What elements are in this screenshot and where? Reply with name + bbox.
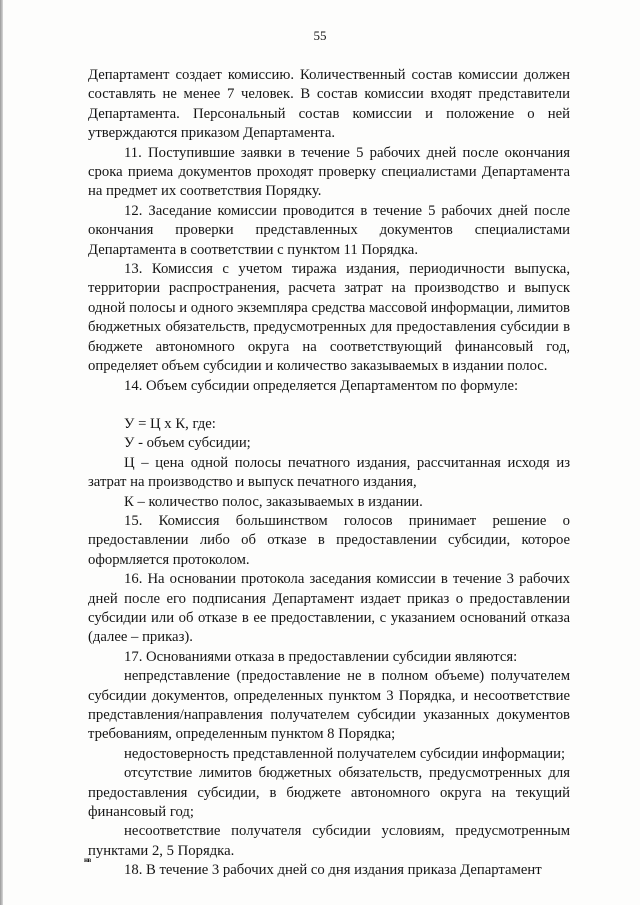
page-number: 55	[313, 28, 327, 43]
refusal-reason-3: отсутствие лимитов бюджетных обязательств, предусмотренных для предоставления субсидии, в бюджете автономного округа на текущий финансовый год;	[88, 765, 570, 821]
formula-definition-c: Ц – цена одной полосы печатного издания, рассчитанная исходя из затрат на производство и выпуск печатного издания,	[88, 454, 570, 491]
paragraph-16: 16. На основании протокола заседания комиссии в течение 3 рабочих дней после его подписания Департамент издает приказ о предоставлении субсидии или об отказе в ее предоставлении, с указанием оснований отказа (далее – приказ).	[88, 571, 570, 646]
paragraph-12: 12. Заседание комиссии проводится в течение 5 рабочих дней после окончания проверки представленных документов специалистами Департамента в соответствии с пунктом 11 Порядка.	[88, 202, 570, 258]
formula-line: У = Ц х К, где:	[124, 415, 216, 432]
paragraph-15: 15. Комиссия большинством голосов принимает решение о предоставлении либо об отказе в предоставлении субсидии, которое оформляется протоколом.	[88, 512, 570, 568]
document-body	[88, 66, 570, 881]
paragraph-18: 18. В течение 3 рабочих дней со дня издания приказа Департамент	[124, 862, 542, 879]
paragraph-commission: Департамент создает комиссию. Количественный состав комиссии должен составлять не менее 7 человек. В состав комиссии входят представители Департамента. Персональный состав комиссии и положение о ней утверждаются приказом Департамента.	[88, 67, 570, 142]
paragraph-14: 14. Объем субсидии определяется Департаментом по формуле:	[124, 377, 519, 394]
paragraph-11: 11. Поступившие заявки в течение 5 рабочих дней после окончания срока приема документов проходят проверку специалистами Департамента на предмет их соответствия Порядку.	[88, 144, 570, 200]
formula-definition-u: У - объем субсидии;	[124, 435, 251, 452]
paragraph-13: 13. Комиссия с учетом тиража издания, периодичности выпуска, территории распространения, расчета затрат на производство и выпуск одной полосы и одного экземпляра средства массовой информации, лимитов бюджетных обязательств, предусмотренных для предоставления субсидии в бюджете автономного округа на соответствующий финансовый год, определяет объем субсидии и количество заказываемых в издании полос.	[88, 261, 570, 375]
corner-mark: нв	[84, 856, 91, 864]
refusal-reason-2: недостоверность представленной получателем субсидии информации;	[124, 745, 566, 762]
formula-definition-k: К – количество полос, заказываемых в издании.	[124, 493, 423, 510]
refusal-reason-4: несоответствие получателя субсидии условиям, предусмотренным пунктами 2, 5 Порядка.	[88, 823, 570, 859]
paragraph-17: 17. Основаниями отказа в предоставлении субсидии являются:	[124, 648, 518, 665]
refusal-reason-1: непредставление (предоставление не в полном объеме) получателем субсидии документов, определенных пунктом 3 Порядка, и несоответствие представления/направления получателем субсидии указанных документов требованиям, определенным пунктом 8 Порядка;	[88, 668, 570, 743]
scan-edge	[0, 0, 3, 905]
